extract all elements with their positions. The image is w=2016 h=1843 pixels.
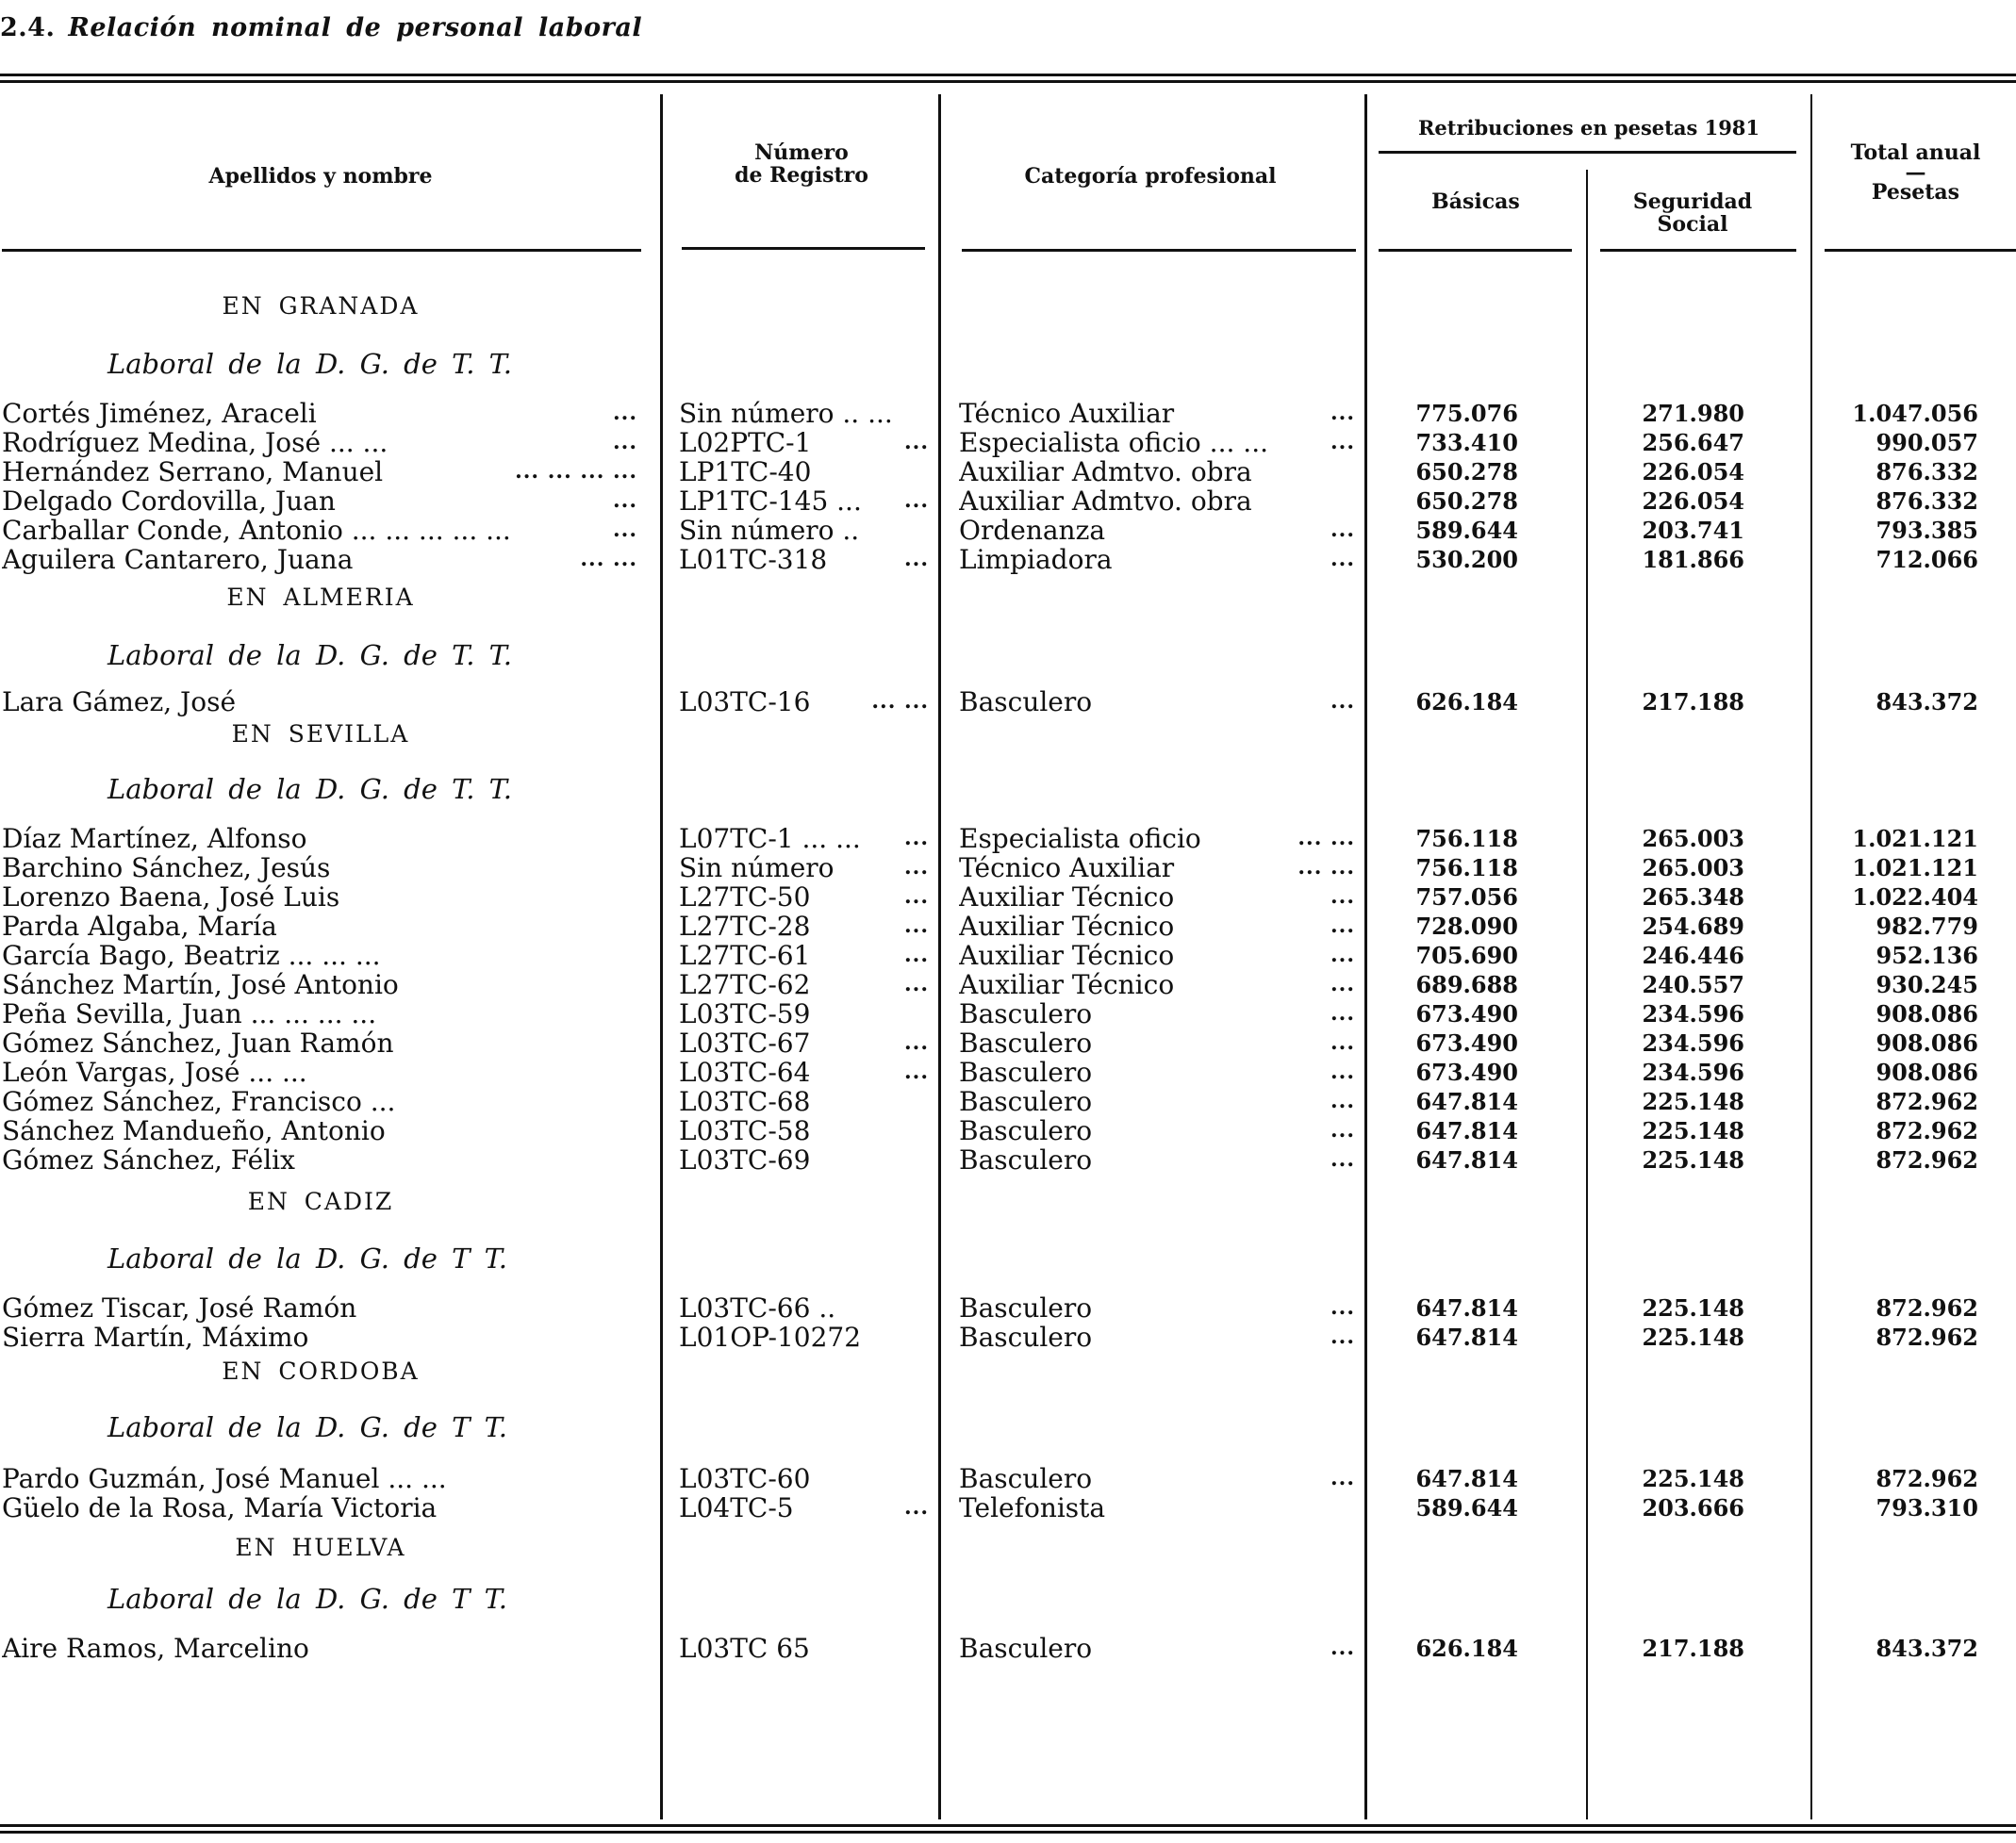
employee-name: Pardo Guzmán, José Manuel ... ... (2, 1464, 447, 1493)
registro-number: L03TC-67 (679, 1028, 811, 1058)
section-subheading (0, 765, 2016, 824)
seguridad-value: 181.866 (1642, 546, 1744, 573)
employee-name: Aguilera Cantarero, Juana (2, 545, 354, 574)
seguridad-value: 265.003 (1642, 825, 1744, 852)
employee-name: Hernández Serrano, Manuel (2, 457, 384, 486)
categoria: Basculero (959, 687, 1093, 716)
categoria: Técnico Auxiliar (959, 853, 1175, 882)
leader-dots: ... (1330, 972, 1355, 996)
total-value: 872.962 (1876, 1324, 1978, 1351)
employee-name: Gómez Tiscar, José Ramón (2, 1293, 357, 1323)
header-rule-categoria (962, 249, 1356, 252)
header-registro (660, 141, 943, 187)
total-value: 872.962 (1876, 1088, 1978, 1115)
total-value: 1.022.404 (1852, 883, 1978, 911)
header-seguridad-line2: Social (1657, 212, 1728, 237)
basicas-value: 728.090 (1415, 913, 1518, 940)
total-value: 872.962 (1876, 1294, 1978, 1322)
header-rule-seguridad (1600, 249, 1796, 252)
registro-number: L27TC-28 (679, 912, 811, 941)
leader-dots: ... (1330, 1325, 1355, 1349)
table-row (0, 1493, 2016, 1522)
leader-dots: ... (1330, 913, 1355, 938)
total-value: 876.332 (1876, 487, 1978, 515)
categoria: Basculero (959, 1058, 1093, 1087)
categoria: Especialista oficio (959, 824, 1201, 853)
table-row (0, 970, 2016, 999)
table-row (0, 941, 2016, 970)
categoria: Auxiliar Técnico (959, 970, 1175, 999)
section-subheading (0, 1404, 2016, 1464)
basicas-value: 689.688 (1415, 971, 1518, 998)
leader-dots: ... (613, 401, 637, 425)
basicas-value: 756.118 (1415, 854, 1518, 881)
total-value: 930.245 (1876, 971, 1978, 998)
header-name: Apellidos y nombre (208, 164, 433, 189)
employee-name: Gómez Sánchez, Francisco ... (2, 1087, 396, 1116)
categoria: Especialista oficio ... ... (959, 428, 1268, 457)
registro-number: L03TC 65 (679, 1634, 810, 1663)
seguridad-value: 225.148 (1642, 1117, 1744, 1144)
seguridad-value: 254.689 (1642, 913, 1744, 940)
seguridad-value: 240.557 (1642, 971, 1744, 998)
header-total-line1: Total anual (1850, 140, 1981, 165)
categoria: Basculero (959, 1293, 1093, 1323)
categoria: Ordenanza (959, 516, 1106, 545)
basicas-value: 673.490 (1415, 1000, 1518, 1028)
registro-number: Sin número (679, 853, 834, 882)
seguridad-value: 256.647 (1642, 429, 1744, 456)
seguridad-value: 217.188 (1642, 1635, 1744, 1662)
table-row (0, 882, 2016, 912)
table-row (0, 399, 2016, 428)
leader-dots: ... ... (1297, 826, 1355, 850)
registro-number: L03TC-69 (679, 1145, 811, 1175)
leader-dots: ... (904, 488, 929, 513)
leader-dots: ... (904, 943, 929, 967)
categoria: Auxiliar Admtvo. obra (959, 457, 1252, 486)
section-location: EN CADIZ (247, 1188, 394, 1215)
registro-number: L03TC-60 (679, 1464, 811, 1493)
section-number: 2.4. (0, 13, 56, 42)
basicas-value: 756.118 (1415, 825, 1518, 852)
registro-number: L02PTC-1 (679, 428, 812, 457)
header-seguridad-line1: Seguridad (1632, 189, 1753, 214)
table-row (0, 1058, 2016, 1087)
section-subtitle: Laboral de la D. G. de T T. (107, 1583, 507, 1615)
seguridad-value: 225.148 (1642, 1465, 1744, 1492)
registro-number: Sin número .. (679, 516, 860, 545)
seguridad-value: 225.148 (1642, 1294, 1744, 1322)
employee-name: Güelo de la Rosa, María Victoria (2, 1493, 438, 1522)
basicas-value: 647.814 (1415, 1324, 1518, 1351)
total-value: 908.086 (1876, 1059, 1978, 1086)
table-row (0, 545, 2016, 574)
leader-dots: ... (1330, 1466, 1355, 1490)
total-value: 872.962 (1876, 1465, 1978, 1492)
registro-number: L27TC-62 (679, 970, 811, 999)
leader-dots: ... (904, 826, 929, 850)
table-body (0, 283, 2016, 1663)
header-registro-line1: Número (754, 140, 849, 165)
seguridad-value: 234.596 (1642, 1000, 1744, 1028)
leader-dots: ... (1330, 1147, 1355, 1172)
table-row (0, 1293, 2016, 1323)
basicas-value: 647.814 (1415, 1146, 1518, 1174)
seguridad-value: 225.148 (1642, 1088, 1744, 1115)
registro-number: L04TC-5 (679, 1493, 794, 1522)
table-row (0, 516, 2016, 545)
seguridad-value: 225.148 (1642, 1324, 1744, 1351)
leader-dots: ... (904, 913, 929, 938)
registro-number: L03TC-68 (679, 1087, 811, 1116)
total-value: 793.310 (1876, 1494, 1978, 1522)
table-row (0, 1087, 2016, 1116)
header-rule-name (2, 249, 641, 252)
seguridad-value: 226.054 (1642, 487, 1744, 515)
table-row (0, 912, 2016, 941)
section-heading (0, 716, 2016, 765)
header-rule-total (1825, 249, 2016, 252)
section-heading (0, 574, 2016, 632)
employee-name: Peña Sevilla, Juan ... ... ... ... (2, 999, 377, 1028)
total-value: 793.385 (1876, 517, 1978, 544)
leader-dots: ... (1330, 1118, 1355, 1143)
categoria: Basculero (959, 1634, 1093, 1663)
employee-name: Sánchez Mandueño, Antonio (2, 1116, 386, 1145)
section-location: EN ALMERIA (226, 584, 415, 611)
categoria: Técnico Auxiliar (959, 399, 1175, 428)
leader-dots: ... (613, 518, 637, 542)
seguridad-value: 265.348 (1642, 883, 1744, 911)
header-total (1815, 141, 2016, 204)
registro-number: L03TC-58 (679, 1116, 811, 1145)
registro-number: L03TC-59 (679, 999, 811, 1028)
leader-dots: ... (904, 855, 929, 880)
leader-dots: ... (613, 430, 637, 454)
basicas-value: 589.644 (1415, 517, 1518, 544)
categoria: Basculero (959, 1028, 1093, 1058)
section-subheading (0, 1575, 2016, 1636)
employee-name: Díaz Martínez, Alfonso (2, 824, 307, 853)
leader-dots: ... (1330, 547, 1355, 571)
registro-number: L03TC-64 (679, 1058, 811, 1087)
total-value: 908.086 (1876, 1000, 1978, 1028)
total-value: 952.136 (1876, 942, 1978, 969)
section-subheading (0, 340, 2016, 399)
leader-dots: ... ... (580, 547, 637, 571)
table-row (0, 428, 2016, 457)
categoria: Basculero (959, 1116, 1093, 1145)
seguridad-value: 265.003 (1642, 854, 1744, 881)
leader-dots: ... (1330, 1001, 1355, 1026)
leader-dots: ... (1330, 689, 1355, 714)
table-row (0, 486, 2016, 516)
basicas-value: 650.278 (1415, 458, 1518, 485)
employee-name: Sierra Martín, Máximo (2, 1323, 309, 1352)
total-value: 872.962 (1876, 1117, 1978, 1144)
total-value: 1.047.056 (1852, 400, 1978, 427)
registro-number: LP1TC-145 ... (679, 486, 862, 516)
section-heading (0, 1352, 2016, 1404)
bottom-double-rule (0, 1824, 2016, 1834)
leader-dots: ... (613, 488, 637, 513)
header-seguridad (1584, 190, 1801, 236)
basicas-value: 530.200 (1415, 546, 1518, 573)
leader-dots: ... (904, 884, 929, 909)
leader-dots: ... (1330, 1636, 1355, 1660)
employee-name: Barchino Sánchez, Jesús (2, 853, 331, 882)
section-subtitle: Laboral de la D. G. de T. T. (107, 348, 512, 380)
table-row (0, 457, 2016, 486)
employee-name: Lara Gámez, José (2, 687, 237, 716)
section-heading (0, 1522, 2016, 1575)
leader-dots: ... (1330, 1295, 1355, 1320)
table-row (0, 1028, 2016, 1058)
seguridad-value: 203.666 (1642, 1494, 1744, 1522)
leader-dots: ... (1330, 1060, 1355, 1084)
employee-name: Sánchez Martín, José Antonio (2, 970, 399, 999)
header-registro-line2: de Registro (735, 163, 868, 188)
registro-number: L27TC-50 (679, 882, 811, 912)
categoria: Telefonista (959, 1493, 1106, 1522)
employee-name: León Vargas, José ... ... (2, 1058, 307, 1087)
basicas-value: 775.076 (1415, 400, 1518, 427)
registro-number: L27TC-61 (679, 941, 811, 970)
header-basicas: Básicas (1431, 189, 1520, 214)
basicas-value: 647.814 (1415, 1117, 1518, 1144)
total-value: 712.066 (1876, 546, 1978, 573)
basicas-value: 626.184 (1415, 1635, 1518, 1662)
seguridad-value: 234.596 (1642, 1029, 1744, 1057)
table-row (0, 999, 2016, 1028)
categoria: Auxiliar Técnico (959, 941, 1175, 970)
leader-dots: ... ... ... ... (515, 459, 637, 484)
section-location: EN GRANADA (222, 292, 420, 320)
section-subtitle: Laboral de la D. G. de T. T. (107, 773, 512, 805)
employee-name: Cortés Jiménez, Araceli (2, 399, 317, 428)
section-heading (0, 283, 2016, 340)
registro-number: LP1TC-40 (679, 457, 812, 486)
basicas-value: 650.278 (1415, 487, 1518, 515)
categoria: Basculero (959, 1323, 1093, 1352)
header-rule-basicas (1379, 249, 1572, 252)
section-location: EN CORDOBA (222, 1358, 420, 1385)
table-row (0, 687, 2016, 716)
total-value: 876.332 (1876, 458, 1978, 485)
leader-dots: ... (1330, 1089, 1355, 1113)
section-subtitle: Laboral de la D. G. de T. T. (107, 639, 512, 671)
basicas-value: 647.814 (1415, 1294, 1518, 1322)
registro-number: L01OP-10272 (679, 1323, 862, 1352)
categoria: Basculero (959, 1464, 1093, 1493)
leader-dots: ... (1330, 943, 1355, 967)
registro-number: L03TC-66 .. (679, 1293, 836, 1323)
registro-number: L01TC-318 (679, 545, 828, 574)
basicas-value: 757.056 (1415, 883, 1518, 911)
leader-dots: ... (1330, 518, 1355, 542)
categoria: Basculero (959, 1145, 1093, 1175)
employee-name: Lorenzo Baena, José Luis (2, 882, 340, 912)
employee-name: Carballar Conde, Antonio ... ... ... ... ... (2, 516, 511, 545)
leader-dots: ... (1330, 430, 1355, 454)
leader-dots: ... (904, 1030, 929, 1055)
categoria: Basculero (959, 999, 1093, 1028)
basicas-value: 589.644 (1415, 1494, 1518, 1522)
table-row (0, 1323, 2016, 1352)
total-value: 843.372 (1876, 1635, 1978, 1662)
basicas-value: 673.490 (1415, 1059, 1518, 1086)
section-location: EN SEVILLA (231, 720, 410, 748)
basicas-value: 647.814 (1415, 1465, 1518, 1492)
header-categoria: Categoría profesional (1024, 164, 1277, 189)
employee-name: García Bago, Beatriz ... ... ... (2, 941, 381, 970)
leader-dots: ... (904, 972, 929, 996)
table-row (0, 1145, 2016, 1175)
categoria: Auxiliar Técnico (959, 882, 1175, 912)
seguridad-value: 226.054 (1642, 458, 1744, 485)
basicas-value: 705.690 (1415, 942, 1518, 969)
leader-dots: ... ... (871, 689, 929, 714)
leader-dots: ... (904, 1495, 929, 1520)
seguridad-value: 246.446 (1642, 942, 1744, 969)
leader-dots: ... ... (1297, 855, 1355, 880)
categoria: Auxiliar Admtvo. obra (959, 486, 1252, 516)
seguridad-value: 217.188 (1642, 688, 1744, 716)
section-heading (0, 1175, 2016, 1235)
total-value: 843.372 (1876, 688, 1978, 716)
basicas-value: 673.490 (1415, 1029, 1518, 1057)
employee-name: Parda Algaba, María (2, 912, 277, 941)
registro-number: L03TC-16 (679, 687, 811, 716)
basicas-value: 626.184 (1415, 688, 1518, 716)
categoria: Basculero (959, 1087, 1093, 1116)
categoria: Auxiliar Técnico (959, 912, 1175, 941)
leader-dots: ... (904, 430, 929, 454)
total-value: 1.021.121 (1852, 825, 1978, 852)
total-value: 908.086 (1876, 1029, 1978, 1057)
table-row (0, 1634, 2016, 1663)
table-row (0, 1116, 2016, 1145)
categoria: Limpiadora (959, 545, 1113, 574)
leader-dots: ... (1330, 1030, 1355, 1055)
total-value: 872.962 (1876, 1146, 1978, 1174)
basicas-value: 647.814 (1415, 1088, 1518, 1115)
page-title (0, 13, 642, 42)
seguridad-value: 225.148 (1642, 1146, 1744, 1174)
total-value: 990.057 (1876, 429, 1978, 456)
header-retribuciones: Retribuciones en pesetas 1981 (1417, 116, 1760, 140)
employee-name: Rodríguez Medina, José ... ... (2, 428, 388, 457)
table-row (0, 824, 2016, 853)
section-subheading (0, 632, 2016, 690)
seguridad-value: 203.741 (1642, 517, 1744, 544)
employee-name: Delgado Cordovilla, Juan (2, 486, 336, 516)
header-rule-registro (682, 247, 925, 250)
employee-name: Gómez Sánchez, Félix (2, 1145, 295, 1175)
seguridad-value: 234.596 (1642, 1059, 1744, 1086)
section-subtitle: Laboral de la D. G. de T T. (107, 1242, 507, 1275)
section-title: Relación nominal de personal laboral (68, 13, 643, 42)
table-row (0, 853, 2016, 882)
total-value: 982.779 (1876, 913, 1978, 940)
registro-number: L07TC-1 ... ... (679, 824, 861, 853)
employee-name: Aire Ramos, Marcelino (2, 1634, 309, 1663)
top-double-rule (0, 74, 2016, 83)
total-value: 1.021.121 (1852, 854, 1978, 881)
header-total-dash: — (1905, 160, 1926, 185)
leader-dots: ... (1330, 884, 1355, 909)
header-total-line2: Pesetas (1871, 180, 1960, 205)
header-retribuciones-rule (1379, 151, 1796, 154)
basicas-value: 733.410 (1415, 429, 1518, 456)
leader-dots: ... (1330, 401, 1355, 425)
employee-name: Gómez Sánchez, Juan Ramón (2, 1028, 394, 1058)
registro-number: Sin número .. ... (679, 399, 893, 428)
leader-dots: ... (904, 1060, 929, 1084)
section-subheading (0, 1235, 2016, 1293)
section-subtitle: Laboral de la D. G. de T T. (107, 1411, 507, 1443)
section-location: EN HUELVA (235, 1534, 406, 1561)
seguridad-value: 271.980 (1642, 400, 1744, 427)
table-row (0, 1464, 2016, 1493)
leader-dots: ... (904, 547, 929, 571)
